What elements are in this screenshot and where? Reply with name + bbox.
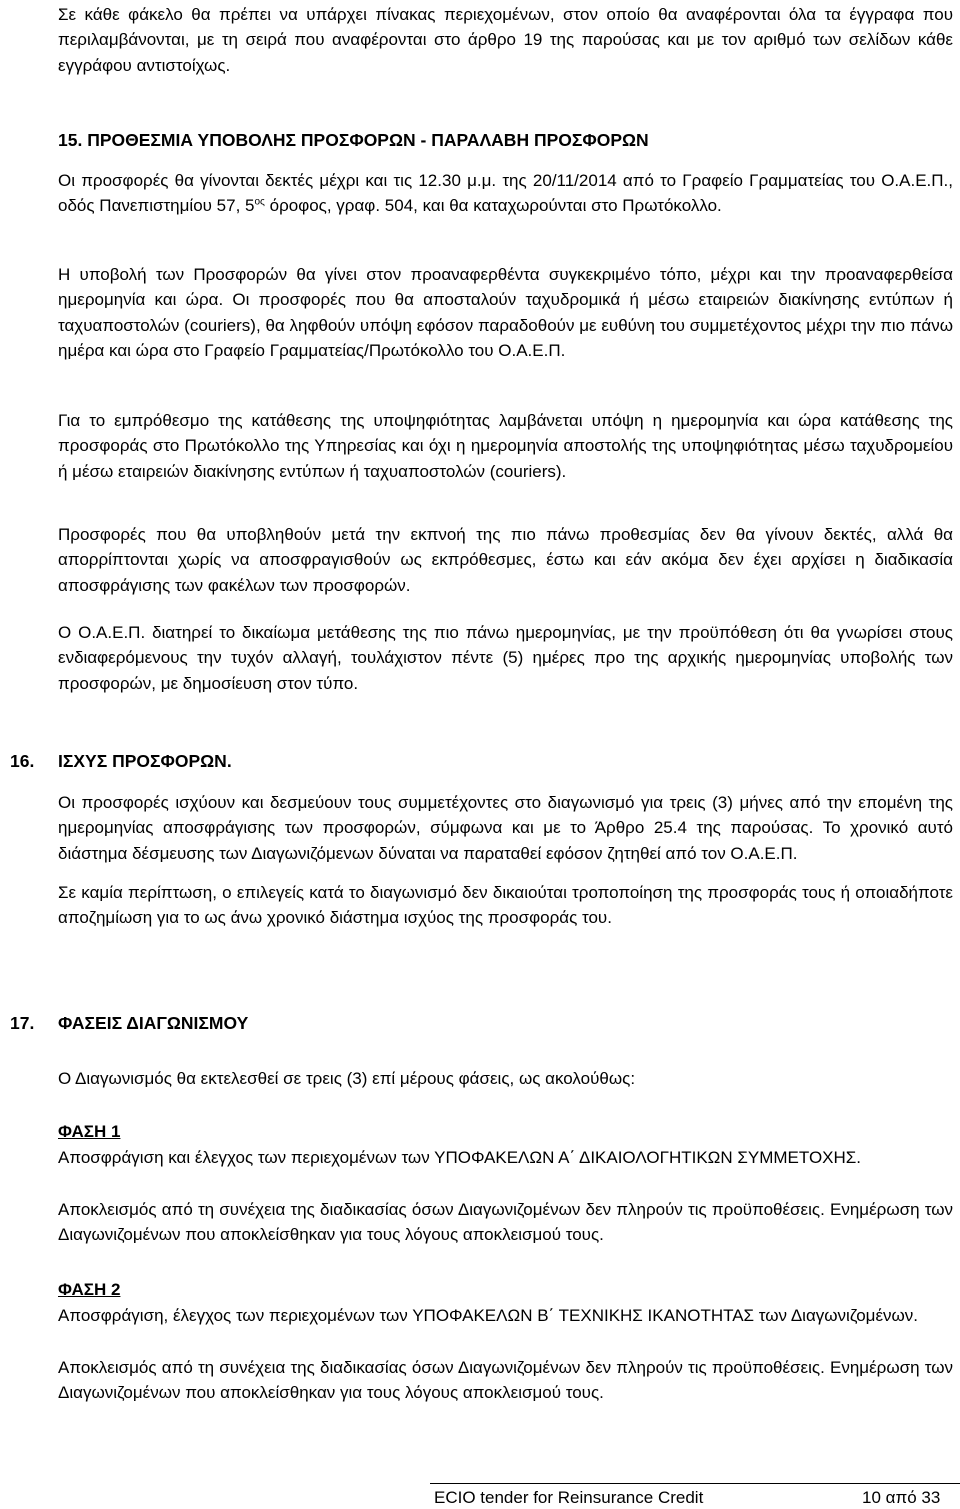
footer-divider	[430, 1483, 960, 1484]
section-16-paragraph-2: Σε καμία περίπτωση, ο επιλεγείς κατά το διαγωνισμό δεν δικαιούται τροποποίηση της προσφοράς τους ή οποιαδήποτε αποζημίωση για το ως άνω χρονικό διάστημα ισχύος της προσφοράς του.	[58, 883, 953, 928]
phase-2-paragraph-1: Αποσφράγιση, έλεγχος των περιεχομένων των ΥΠΟΦΑΚΕΛΩΝ Β΄ ΤΕΧΝΙΚΗΣ ΙΚΑΝΟΤΗΤΑΣ των Διαγωνιζομένων.	[58, 1306, 919, 1325]
phase-1-paragraph-2: Αποκλεισμός από τη συνέχεια της διαδικασίας όσων Διαγωνιζομένων δεν πληρούν τις προϋποθέσεις. Ενημέρωση των Διαγωνιζομένων που αποκλείσθηκαν για τους λόγους αποκλεισμού τους.	[58, 1200, 953, 1245]
section-16-title: ΙΣΧΥΣ ΠΡΟΣΦΟΡΩΝ.	[58, 751, 232, 771]
section-17-heading	[10, 1011, 248, 1035]
footer-document-title: ECIO tender for Reinsurance Credit	[434, 1488, 704, 1507]
section-15-p1-text-end: όροφος, γραφ. 504, και θα καταχωρούνται στο Πρωτόκολλο.	[264, 196, 722, 216]
section-15-p1-text: Οι προσφορές θα γίνονται δεκτές μέχρι και τις 12.30 μ.μ. της 20/11/2014 από το Γραφείο Γραμματείας του Ο.Α.Ε.Π., οδός Πανεπιστημίου 57, 5	[58, 171, 953, 216]
ordinal-suffix: ος	[254, 196, 265, 208]
phase-2-paragraph-2: Αποκλεισμός από τη συνέχεια της διαδικασίας όσων Διαγωνιζομένων δεν πληρούν τις προϋποθέσεις. Ενημέρωση των Διαγωνιζομένων που αποκλείσθηκαν για τους λόγους αποκλεισμού τους.	[58, 1358, 953, 1403]
section-17-title: ΦΑΣΕΙΣ ΔΙΑΓΩΝΙΣΜΟΥ	[58, 1013, 249, 1033]
phase-1-title: ΦΑΣΗ 1	[58, 1122, 121, 1141]
section-15-title: ΠΡΟΘΕΣΜΙΑ ΥΠΟΒΟΛΗΣ ΠΡΟΣΦΟΡΩΝ - ΠΑΡΑΛΑΒΗ ΠΡΟΣΦΟΡΩΝ	[87, 130, 649, 150]
section-15-paragraph-1	[58, 168, 953, 219]
section-15-paragraph-4: Προσφορές που θα υποβληθούν μετά την εκπνοή της πιο πάνω προθεσμίας δεν θα γίνουν δεκτές, αλλά θα απορρίπτονται χωρίς να αποσφραγισθούν ως εκπρόθεσμες, έστω και εάν ακόμα δεν έχει αρχίσει η διαδικασία αποσφράγισης των φακέλων των προσφορών.	[58, 525, 953, 595]
section-16-number: 16.	[10, 751, 35, 771]
phase-1-paragraph-1: Αποσφράγιση και έλεγχος των περιεχομένων των ΥΠΟΦΑΚΕΛΩΝ Α΄ ΔΙΚΑΙΟΛΟΓΗΤΙΚΩΝ ΣΥΜΜΕΤΟΧΗΣ.	[58, 1148, 862, 1167]
section-17-number: 17.	[10, 1013, 35, 1033]
section-15-paragraph-3: Για το εμπρόθεσμο της κατάθεσης της υποψηφιότητας λαμβάνεται υπόψη η ημερομηνία και ώρα κατάθεσης της προσφοράς στο Πρωτόκολλο της Υπηρεσίας και όχι η ημερομηνία αποστολής της υποψηφιότητας μέσω ταχυδρομείου ή μέσω εταιρειών διακίνησης εντύπων ή ταχυαποστολών (couriers).	[58, 411, 953, 481]
section-16-paragraph-1: Οι προσφορές ισχύουν και δεσμεύουν τους συμμετέχοντες στο διαγωνισμό για τρεις (3) μήνες από την επομένη της ημερομηνίας αποσφράγισης των προσφορών, σύμφωνα και με το Άρθρο 25.4 της παρούσας. Το χρονικό αυτό διάστημα δέσμευσης των Διαγωνιζόμενων δύναται να παραταθεί εφόσον ζητηθεί από τον Ο.Α.Ε.Π.	[58, 793, 953, 863]
footer-page-number: 10 από 33	[862, 1488, 941, 1507]
section-15-paragraph-2: Η υποβολή των Προσφορών θα γίνει στον προαναφερθέντα συγκεκριμένο τόπο, μέχρι και την προαναφερθείσα ημερομηνία και ώρα. Οι προσφορές που θα αποσταλούν ταχυδρομικά ή μέσω εταιρειών διακίνησης εντύπων ή ταχυαποστολών (couriers), θα ληφθούν υπόψη εφόσον παραδοθούν με ευθύνη του συμμετέχοντος μέχρι την πιο πάνω ημέρα και ώρα στο Γραφείο Γραμματείας/Πρωτόκολλο του Ο.Α.Ε.Π.	[58, 265, 953, 361]
intro-paragraph: Σε κάθε φάκελο θα πρέπει να υπάρχει πίνακας περιεχομένων, στον οποίο θα αναφέρονται όλα τα έγγραφα που περιλαμβάνονται, με τη σειρά που αναφέρονται στο άρθρο 19 της παρούσας και με τον αριθμό των σελίδων κάθε εγγράφου αντιστοίχως.	[58, 5, 953, 75]
section-15-paragraph-5: Ο Ο.Α.Ε.Π. διατηρεί το δικαίωμα μετάθεσης της πιο πάνω ημερομηνίας, με την προϋπόθεση ότι θα γνωρίσει στους ενδιαφερόμενους την τυχόν αλλαγή, τουλάχιστον πέντε (5) ημέρες προ της αρχικής ημερομηνίας υποβολής των προσφορών, με δημοσίευση στον τύπο.	[58, 623, 953, 693]
section-15-number: 15.	[58, 130, 83, 150]
phase-2-title: ΦΑΣΗ 2	[58, 1280, 121, 1299]
section-15-heading	[58, 128, 649, 152]
section-17-intro: Ο Διαγωνισμός θα εκτελεσθεί σε τρεις (3) επί μέρους φάσεις, ως ακολούθως:	[58, 1069, 636, 1088]
section-16-heading	[10, 749, 232, 773]
